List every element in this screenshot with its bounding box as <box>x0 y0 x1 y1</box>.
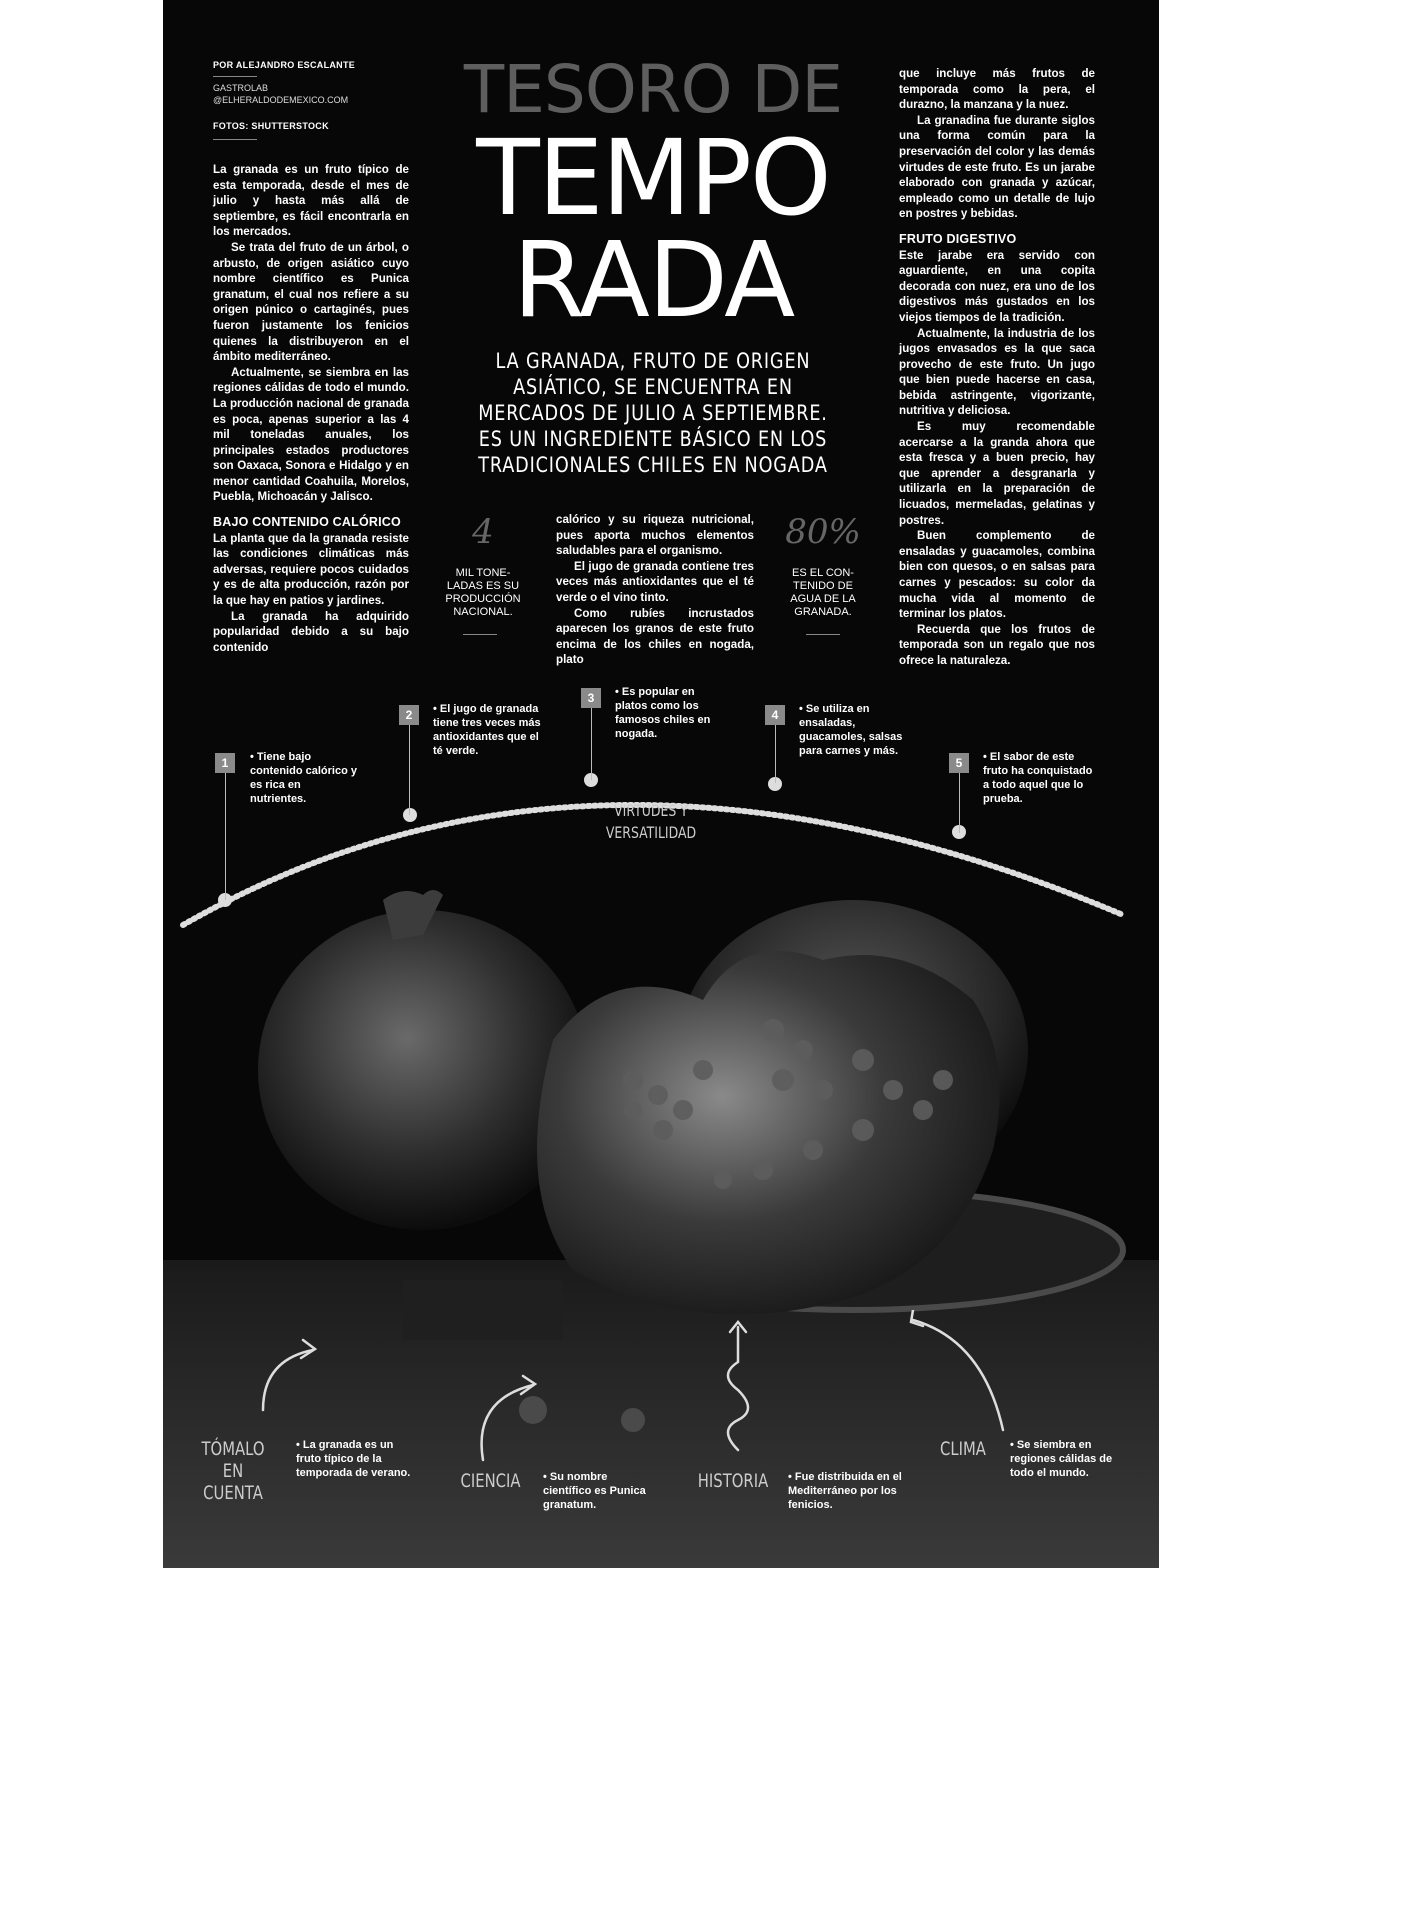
callout-label: CLIMA <box>940 1438 986 1460</box>
divider <box>213 139 257 140</box>
arc-title: VIRTUDES Y VERSATILIDAD <box>605 801 697 842</box>
point-text: • Es popular en platos como los famosos chiles en nogada. <box>615 686 711 740</box>
point-number-1: 1 <box>215 753 235 773</box>
point-number-4: 4 <box>765 705 785 725</box>
paragraph: La planta que da la granada resiste las condiciones climáticas más adversas, requiere pocos cuidados y es de alta producción, razón por la que hay en patios y jardines. <box>213 531 409 608</box>
paragraph: que incluye más frutos de temporada como la pera, el durazno, la manzana y la nuez. <box>899 67 1095 112</box>
paragraph: Buen complemento de ensaladas y guacamoles, combina bien con quesos, o en salsas para carnes y pescados: su color da mucha vida al momento de terminar los platos. <box>899 529 1095 621</box>
callout-text: • Se siembra en regiones cálidas de todo el mundo. <box>1010 1439 1113 1479</box>
section-name: GASTROLAB <box>213 83 269 93</box>
headline-line-1: TESORO DE <box>463 51 843 128</box>
connector-line <box>591 708 592 780</box>
stat-text: MIL TONE-LADAS ES SU PRODUCCIÓN NACIONAL. <box>445 567 521 618</box>
paragraph: Actualmente, se siembra en las regiones cálidas de todo el mundo. La producción nacional de granada es poca, apenas superior a las 4 mil toneladas anuales, los principales estados productores son Oaxaca, Sonora e Hidalgo y en menor cantidad Coahuila, Morelos, Puebla, Michoacán y Jalisco. <box>213 365 409 504</box>
divider <box>463 634 497 635</box>
connector-line <box>775 725 776 783</box>
callout-label: HISTORIA <box>697 1470 769 1492</box>
paragraph: Es muy recomendable acercarse a la granda ahora que esta fresca y a buen precio, hay que aprender a desgranarla y utilizarla en la preparación de licuados, mermeladas, gelatinas y postres. <box>899 420 1095 527</box>
article-column-3 <box>899 66 1095 669</box>
stat-text: ES EL CON-TENIDO DE AGUA DE LA GRANADA. <box>790 567 856 618</box>
paragraph: Este jarabe era servido con aguardiente, en una copita decorada con nuez, era uno de los digestivos más gustados en los viejos tiempos de la tradición. <box>899 248 1095 324</box>
paragraph: El jugo de granada contiene tres veces más antioxidantes que el té verde o el vino tinto. <box>556 559 754 604</box>
subheading: BAJO CONTENIDO CALÓRICO <box>213 515 401 530</box>
point-number-5: 5 <box>949 753 969 773</box>
arrow-icon <box>482 1385 533 1460</box>
connector-line <box>409 725 410 815</box>
arrow-icon <box>263 1350 313 1410</box>
point-number-3: 3 <box>581 688 601 708</box>
magazine-page <box>163 0 1159 1568</box>
paragraph: calórico y su riqueza nutricional, pues aporta muchos elementos saludables para el organismo. <box>556 513 754 558</box>
point-text: • El sabor de este fruto ha conquistado a todo aquel que lo prueba. <box>983 751 1093 805</box>
paragraph: Se trata del fruto de un árbol, o arbusto, de origen asiático cuyo nombre científico es Punica granatum, el cual nos refiere a su origen púnico o cartaginés, pues fueron justamente los fenicios quienes la distribuyeron en el ámbito mediterráneo. <box>213 240 409 364</box>
paragraph: La granada es un fruto típico de esta temporada, desde el mes de julio y hasta más allá de septiembre, es fácil encontrarla en los mercados. <box>213 163 409 239</box>
paragraph: La granada ha adquirido popularidad debido a su bajo contenido <box>213 609 409 654</box>
article-column-2 <box>556 512 754 668</box>
arrow-icon <box>913 1320 1003 1430</box>
headline-line-2: TEMPO <box>476 117 830 239</box>
point-text: • Se utiliza en ensaladas, guacamoles, salsas para carnes y más. <box>799 703 903 757</box>
subheading: FRUTO DIGESTIVO <box>899 231 1017 246</box>
point-text: • El jugo de granada tiene tres veces más antioxidantes que el té verde. <box>433 703 541 757</box>
point-number-2: 2 <box>399 705 419 725</box>
callout-text: • Su nombre científico es Punica granatum. <box>543 1471 646 1511</box>
arrow-icon <box>728 1327 748 1450</box>
callout-text: • La granada es un fruto típico de la temporada de verano. <box>296 1439 411 1479</box>
paragraph: Recuerda que los frutos de temporada son un regalo que nos ofrece la naturaleza. <box>899 622 1095 667</box>
connector-line <box>959 773 960 833</box>
callout-label: CIENCIA <box>460 1470 521 1492</box>
deck: LA GRANADA, FRUTO DE ORIGEN ASIÁTICO, SE ENCUENTRA EN MERCADOS DE JULIO A SEPTIEMBRE. ES UN INGREDIENTE BÁSICO EN LOS TRADICIONALES CHILES EN NOGADA <box>478 349 828 477</box>
author-byline: POR ALEJANDRO ESCALANTE <box>213 60 356 70</box>
arc-node <box>403 808 417 822</box>
headline-line-3: RADA <box>512 219 794 341</box>
article-column-1 <box>213 162 409 655</box>
paragraph: Como rubíes incrustados aparecen los granos de este fruto encima de los chiles en nogada, plato <box>556 606 754 667</box>
photo-credit: FOTOS: SHUTTERSTOCK <box>213 121 329 131</box>
paragraph: Actualmente, la industria de los jugos envasados es la que saca provecho de este fruto. Un jugo que bien puede hacerse en casa, bebida astringente, vigorizante, nutritiva y deliciosa. <box>899 326 1095 418</box>
point-text: • Tiene bajo contenido calórico y es rica en nutrientes. <box>250 751 357 805</box>
stat-number: 80% <box>785 512 861 552</box>
callout-text: • Fue distribuida en el Mediterráneo por los fenicios. <box>788 1471 902 1511</box>
divider <box>806 634 840 635</box>
connector-line <box>225 773 226 900</box>
divider <box>213 76 257 77</box>
paragraph: La granadina fue durante siglos una forma común para la preservación del color y las demás virtudes de este fruto. Es un jarabe elaborado con granada y azúcar, empleado como un detalle de lujo en postres y bebidas. <box>899 113 1095 221</box>
stat-number: 4 <box>472 512 494 552</box>
author-email: @ELHERALDODEMEXICO.COM <box>213 95 349 105</box>
callout-label: TÓMALO EN CUENTA <box>201 1438 265 1504</box>
